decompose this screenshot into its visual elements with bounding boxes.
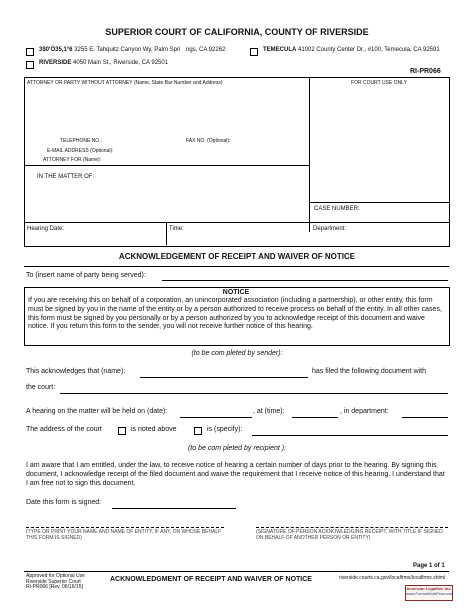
document-field[interactable] bbox=[60, 383, 448, 393]
palm-springs-checkbox[interactable] bbox=[26, 48, 34, 56]
attorney-for-label: ATTORNEY FOR (Name): bbox=[43, 157, 102, 163]
court-use-label: FOR COURT USE ONLY bbox=[351, 80, 407, 86]
department-label: Department: bbox=[313, 226, 347, 232]
hearing-department-field[interactable] bbox=[402, 407, 448, 417]
date-signed-field[interactable] bbox=[112, 498, 236, 508]
address-specify-field[interactable] bbox=[252, 425, 448, 435]
court-text: Riverside Superior Court bbox=[26, 578, 81, 585]
time-text: , at (time): bbox=[253, 408, 285, 415]
location-address: 4050 Main St., Riverside, CA 92501 bbox=[73, 60, 169, 66]
to-label: To (insert name of party being served): bbox=[26, 272, 146, 279]
email-field[interactable] bbox=[100, 147, 300, 155]
location-address: 41002 County Center Dr., #100, Temecula, CA 92591 bbox=[298, 47, 440, 53]
hearing-date-field[interactable] bbox=[180, 407, 252, 417]
address-noted-checkbox[interactable] bbox=[118, 427, 126, 435]
footer-approval bbox=[26, 574, 85, 591]
notice-body: If you are receiving this on behalf of a corporation, an unincorporated association (including a partnership), or other entity, this form must be signed by you in the name of the entity or by a person authorized to receive process on behalf of the entity. In all other cases, this form must be signed by you personally or by a person authorized by you to acknowledge receipt of this document and waive notice. If you return this form to the sender, you will not receive further notice of this hearing. bbox=[28, 297, 442, 331]
location-name: 3$0'Ö35,1°6 bbox=[39, 47, 73, 53]
case-number-label: CASE NUMBER: bbox=[314, 206, 360, 212]
footer-url: riverside.courts.ca.gov/localfrms/localfrms.shtml bbox=[339, 575, 446, 581]
fax-field[interactable] bbox=[240, 137, 306, 145]
location-name: RIVERSIDE bbox=[39, 60, 72, 66]
hearing-date-text: A hearing on the matter will be held on (date): bbox=[26, 408, 168, 415]
department-text: , in department: bbox=[340, 408, 389, 415]
printed-name-caption: (TYPE OR PRINT YOUR NAME AND NAME OF ENTITY, IF ANY, ON WHOSE BEHALF THIS FORM IS SIGNED) bbox=[26, 529, 222, 541]
temecula-checkbox[interactable] bbox=[250, 48, 258, 56]
telephone-field[interactable] bbox=[100, 137, 180, 145]
location-temecula bbox=[263, 47, 440, 53]
location-address: 3255 E. Tahquitz Canyon Wy, Palm Spri bbox=[74, 47, 181, 53]
waiver-text: I am aware that I am entitled, under the law, to receive notice of hearing a certain number of days prior to the hearing. By signing this document, I acknowledge receipt of the filed document and waive the requirement that I receive notice of this hearing. I understand that I am free not to sign this document. bbox=[26, 462, 445, 487]
address-noted-label: is noted above bbox=[131, 426, 177, 433]
email-label: E-MAIL ADDRESS (Optional): bbox=[47, 148, 114, 154]
location-address-tail: ngs, CA 92262 bbox=[186, 47, 226, 53]
court-title: SUPERIOR COURT OF CALIFORNIA, COUNTY OF RIVERSIDE bbox=[105, 27, 369, 37]
riverside-checkbox[interactable] bbox=[26, 61, 34, 69]
attorney-label: ATTORNEY OR PARTY WITHOUT ATTORNEY (Name, State Bar Number and Address) bbox=[27, 80, 223, 86]
recipient-note: (to be com pleted by recipient ): bbox=[187, 445, 287, 452]
address-specify-label: is (specify): bbox=[207, 426, 243, 433]
location-riverside bbox=[39, 60, 168, 66]
attorney-input[interactable] bbox=[27, 88, 307, 133]
date-signed-label: Date this form is signed: bbox=[26, 499, 102, 506]
matter-field[interactable] bbox=[100, 172, 300, 217]
acknowledges-label: This acknowledges that (name): bbox=[26, 368, 126, 375]
address-label: The address of the court bbox=[26, 426, 102, 433]
filed-label: has filed the following document with bbox=[312, 368, 427, 375]
hearing-date-label: Hearing Date: bbox=[27, 226, 65, 232]
sender-note: (to be com pleted by sender): bbox=[191, 350, 283, 357]
page-number: Page 1 of 1 bbox=[413, 563, 445, 569]
time-label: Time: bbox=[169, 226, 184, 232]
revision-text: RI-PR066 [Rev. 06/16/15] bbox=[26, 584, 83, 590]
footer-title: ACKNOWLEDGMENT OF RECEIPT AND WAIVER OF NOTICE bbox=[110, 576, 312, 583]
logo-line-2: www.FormsWorkFlow.com bbox=[406, 591, 454, 596]
matter-label: IN THE MATTER OF: bbox=[37, 174, 95, 180]
filer-name-field[interactable] bbox=[140, 367, 308, 377]
form-number: RI-PR066 bbox=[410, 68, 441, 75]
telephone-label: TELEPHONE NO.: bbox=[60, 138, 102, 144]
signature-field[interactable] bbox=[256, 517, 448, 527]
case-number-field[interactable] bbox=[365, 205, 445, 219]
legalnet-logo bbox=[405, 585, 453, 601]
fax-label: FAX NO. (Optional): bbox=[186, 138, 231, 144]
address-specify-checkbox[interactable] bbox=[194, 427, 202, 435]
notice-heading: NOTICE bbox=[222, 289, 250, 296]
printed-name-field[interactable] bbox=[26, 517, 224, 527]
to-party-field[interactable] bbox=[162, 270, 448, 280]
form-title: ACKNOWLEDGEMENT OF RECEIPT AND WAIVER OF NOTICE bbox=[118, 252, 356, 261]
attorney-for-field[interactable] bbox=[100, 156, 300, 164]
hearing-time-field[interactable] bbox=[292, 407, 338, 417]
court-label: the court: bbox=[26, 384, 56, 391]
signature-caption: (SIGNATURE OF PERSON ACKNOWLEDGING RECEIPT, WITH TITLE IF SIGNED ON BEHALF OF ANOTHER PERSON OR ENTITY) bbox=[256, 529, 443, 541]
approved-text: Approved for Optional Use bbox=[26, 573, 85, 579]
location-palm-springs bbox=[39, 47, 225, 53]
logo-line-1: American LegalNet, Inc. bbox=[406, 586, 452, 591]
location-name: TEMECULA bbox=[263, 47, 297, 53]
